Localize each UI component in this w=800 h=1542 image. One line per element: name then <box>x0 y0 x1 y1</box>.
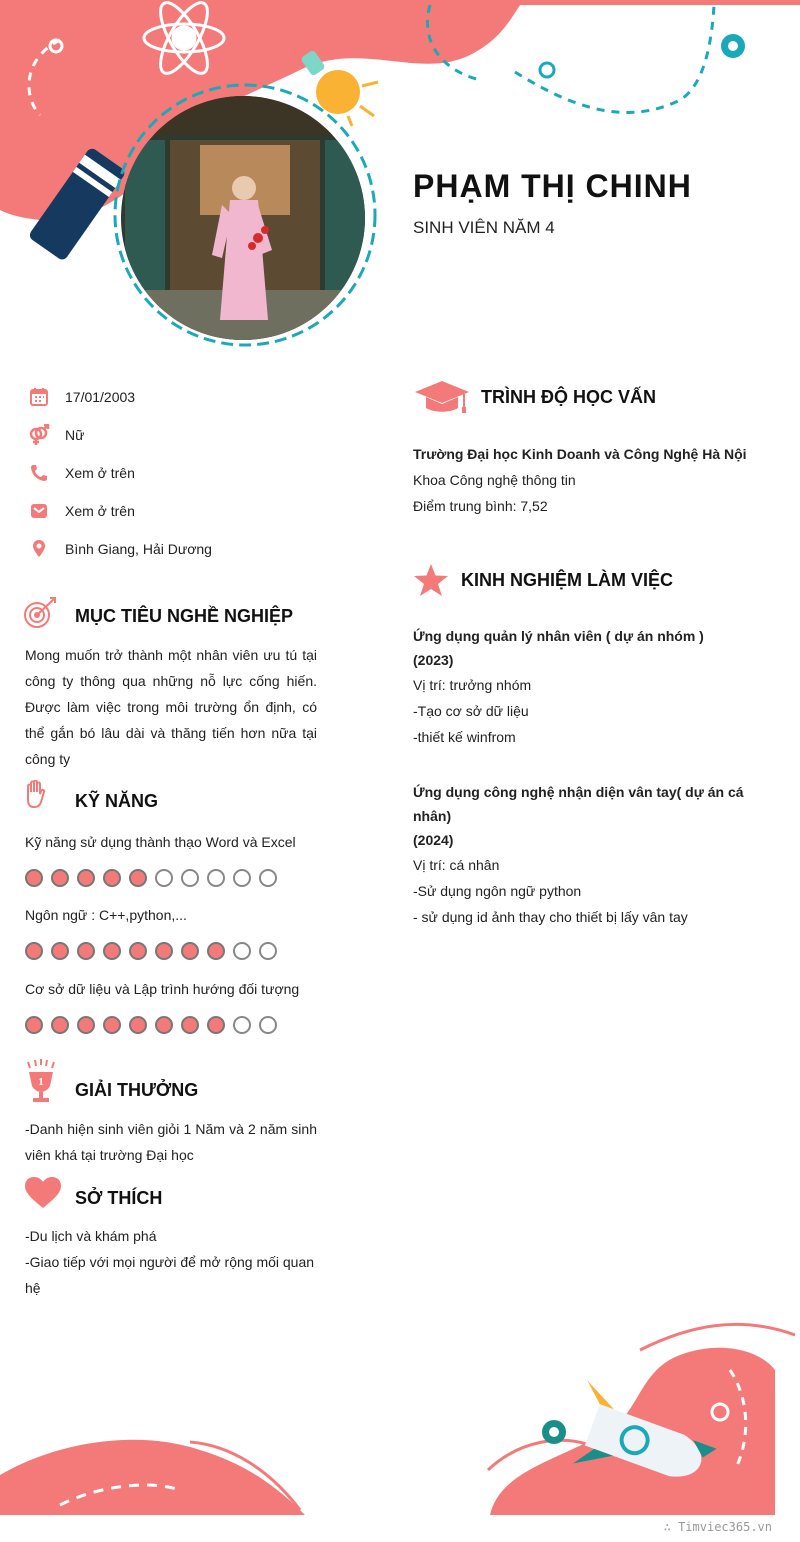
education-title: TRÌNH ĐỘ HỌC VẤN <box>481 387 656 407</box>
rating-dot-filled <box>77 869 95 887</box>
candidate-name: PHẠM THỊ CHINH <box>413 168 692 204</box>
project-detail: - sử dụng id ảnh thay cho thiết bị lấy vân tay <box>413 909 688 925</box>
project-detail: Vị trí: trưởng nhóm <box>413 677 532 693</box>
rating-dot-filled <box>103 869 121 887</box>
hobbies-title: SỞ THÍCH <box>75 1188 163 1208</box>
trophy-icon <box>24 1058 58 1104</box>
rating-dot-filled <box>25 942 43 960</box>
project-name: Ứng dụng công nghệ nhận diện vân tay( dự án cá nhân) <box>413 784 744 824</box>
project-year: (2023) <box>413 652 454 668</box>
rating-dot-filled <box>207 942 225 960</box>
rating-dot-empty <box>207 869 225 887</box>
rating-dot-filled <box>51 869 69 887</box>
rating-dot-filled <box>25 869 43 887</box>
rating-dot-empty <box>259 942 277 960</box>
star-icon <box>413 563 449 597</box>
phone-text: Xem ở trên <box>65 465 135 481</box>
light-bulb-icon <box>300 49 378 126</box>
skill-label: Cơ sở dữ liệu và Lập trình hướng đối tượng <box>25 981 300 997</box>
rating-dot-filled <box>77 942 95 960</box>
rating-dot-filled <box>181 1016 199 1034</box>
experience-project <box>413 780 783 930</box>
rating-dot-filled <box>51 942 69 960</box>
rating-dot-empty <box>259 1016 277 1034</box>
rating-dot-empty <box>233 1016 251 1034</box>
rating-dot-empty <box>233 869 251 887</box>
gender-icon <box>28 424 50 446</box>
rating-dot-empty <box>233 942 251 960</box>
project-detail: -Sử dụng ngôn ngữ python <box>413 883 582 899</box>
candidate-subtitle: SINH VIÊN NĂM 4 <box>413 218 555 237</box>
project-detail: Vị trí: cá nhân <box>413 857 500 873</box>
rating-dot-filled <box>207 1016 225 1034</box>
rating-dot-filled <box>129 869 147 887</box>
objective-title: MỤC TIÊU NGHỀ NGHIỆP <box>75 606 294 626</box>
contact-phone <box>28 462 135 484</box>
hobbies-list <box>25 1223 317 1301</box>
rating-dot-empty <box>259 869 277 887</box>
rating-dot-filled <box>129 942 147 960</box>
awards-title: GIẢI THƯỞNG <box>75 1080 199 1100</box>
gender-text: Nữ <box>65 427 85 443</box>
objective-text: Mong muốn trở thành một nhân viên ưu tú tại công ty thông qua những nỗ lực cống hiến. Được làm việc trong môi trường ổn định, có thể gắn bó lâu dài và thăng tiến hơn nữa tại công ty <box>25 647 317 767</box>
rating-dot-empty <box>155 869 173 887</box>
skill-rating <box>25 1016 277 1034</box>
hand-icon <box>24 780 48 812</box>
hobby-item: -Du lịch và khám phá <box>25 1228 157 1244</box>
rating-dot-filled <box>103 942 121 960</box>
skill-rating <box>25 942 277 960</box>
project-year: (2024) <box>413 832 454 848</box>
rating-dot-filled <box>77 1016 95 1034</box>
rating-dot-filled <box>155 942 173 960</box>
skill-label: Ngôn ngữ : C++,python,... <box>25 907 187 923</box>
awards-text: -Danh hiện sinh viên giỏi 1 Năm và 2 năm sinh viên khá tại trường Đại học <box>25 1121 317 1163</box>
rating-dot-filled <box>103 1016 121 1034</box>
location-text: Bình Giang, Hải Dương <box>65 541 212 557</box>
project-detail: -Tạo cơ sở dữ liệu <box>413 703 529 719</box>
birthdate-text: 17/01/2003 <box>65 389 136 405</box>
project-name: Ứng dụng quản lý nhân viên ( dự án nhóm ) <box>413 628 704 644</box>
email-text: Xem ở trên <box>65 503 135 519</box>
graduation-cap-icon <box>414 380 470 414</box>
experience-project <box>413 624 783 750</box>
email-icon <box>28 500 50 522</box>
experience-title: KINH NGHIỆM LÀM VIỆC <box>461 570 674 590</box>
education-faculty: Khoa Công nghệ thông tin <box>413 472 576 488</box>
rating-dot-filled <box>25 1016 43 1034</box>
skill-rating <box>25 869 277 887</box>
watermark: ∴ Timviec365.vn <box>663 1520 772 1534</box>
contact-gender <box>28 424 84 446</box>
phone-icon <box>28 462 50 484</box>
rating-dot-filled <box>181 942 199 960</box>
rating-dot-filled <box>129 1016 147 1034</box>
education-body <box>413 441 783 519</box>
skills-title: KỸ NĂNG <box>75 791 159 811</box>
rating-dot-empty <box>181 869 199 887</box>
heart-icon <box>24 1176 62 1210</box>
calendar-icon <box>28 386 50 408</box>
footer-decoration <box>0 1310 800 1542</box>
location-icon <box>28 538 50 560</box>
project-detail: -thiết kế winfrom <box>413 729 516 745</box>
rating-dot-filled <box>155 1016 173 1034</box>
education-school: Trường Đại học Kinh Doanh và Công Nghệ Hà Nội <box>413 446 747 462</box>
contact-email <box>28 500 135 522</box>
contact-birthdate <box>28 386 135 408</box>
svg-text:1: 1 <box>38 1076 44 1088</box>
skill-label: Kỹ năng sử dụng thành thạo Word và Excel <box>25 834 296 850</box>
contact-location <box>28 538 212 560</box>
education-gpa: Điểm trung bình: 7,52 <box>413 498 548 514</box>
target-icon <box>22 596 58 630</box>
rating-dot-filled <box>51 1016 69 1034</box>
hobby-item: -Giao tiếp với mọi người để mở rộng mối quan hệ <box>25 1254 315 1296</box>
